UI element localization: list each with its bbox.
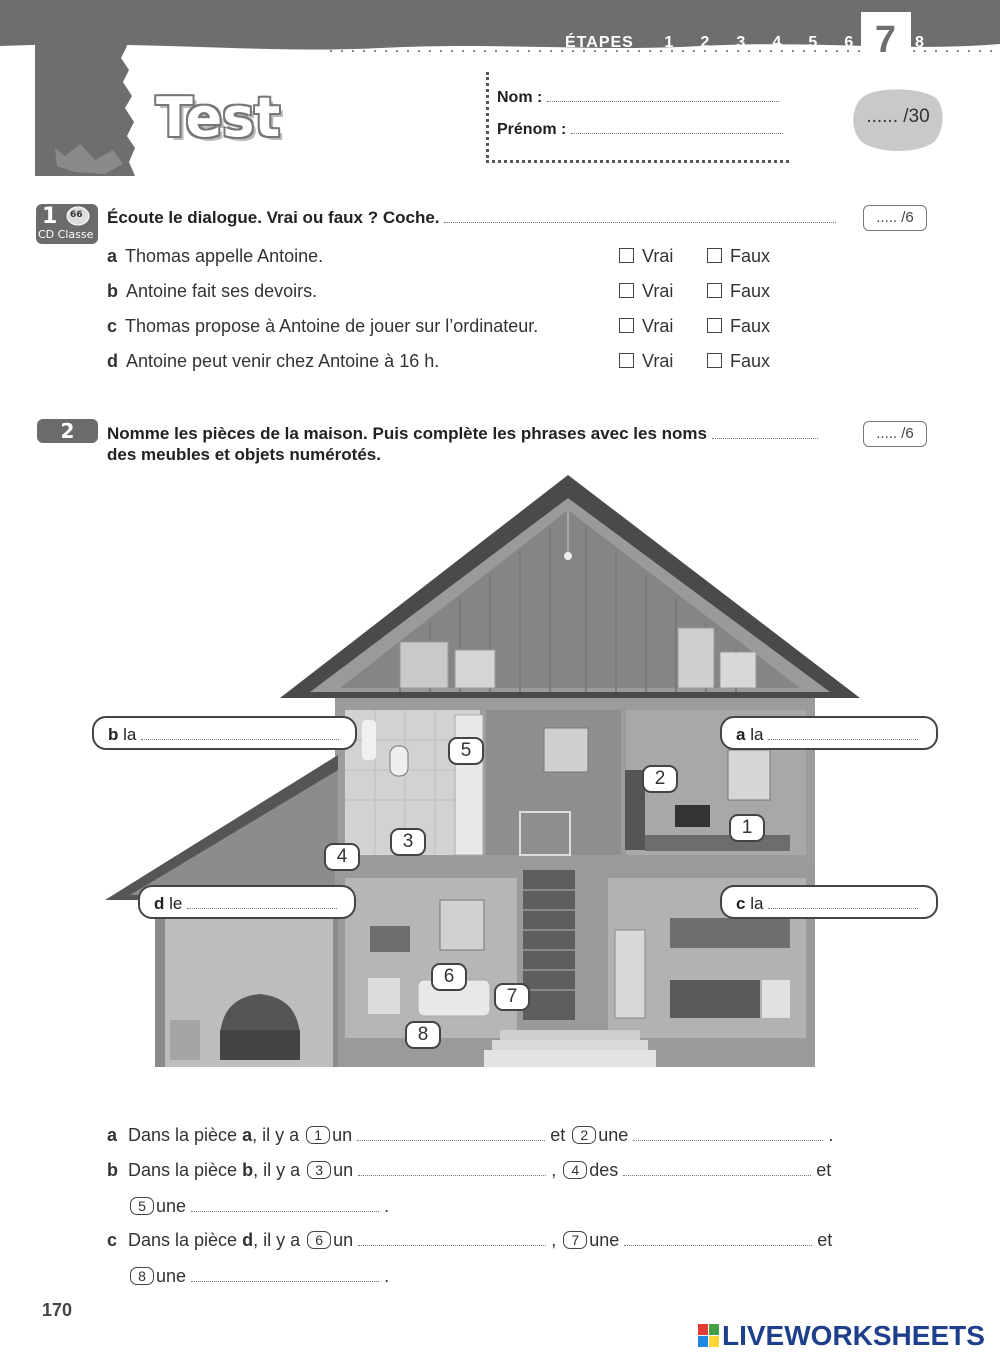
question-text: Thomas appelle Antoine. [125,246,324,266]
sentence-text: Dans la pièce [128,1125,238,1145]
cd-track: 66 [70,210,83,220]
vrai-label: Vrai [642,316,674,336]
room-letter: d [154,894,165,913]
conjunction: et [816,1160,832,1180]
name-label: Nom : [497,89,543,106]
current-step: 7 [861,12,911,70]
answer-input-6[interactable] [358,1245,546,1246]
punctuation: . [384,1196,390,1216]
article: une [589,1230,620,1250]
exercise-1-instruction-text: Écoute le dialogue. Vrai ou faux ? Coche. [107,208,440,227]
room-letter: b [108,725,119,744]
step-4: 4 [772,34,783,51]
sentence-b [107,1160,831,1181]
answer-input-4[interactable] [623,1175,811,1176]
question-letter: b [107,281,118,301]
sentence-c-cont [128,1266,389,1287]
exercise-1-badge [36,204,98,244]
vrai-label: Vrai [642,351,674,371]
question-row [107,281,317,302]
question-text: Thomas propose à Antoine de jouer sur l’ordinateur. [125,316,539,336]
sentence-letter: b [107,1160,118,1180]
faux-checkbox-d[interactable] [707,351,770,372]
punctuation: . [828,1125,834,1145]
step-2: 2 [700,34,711,51]
number-ref: 7 [563,1231,587,1249]
step-1: 1 [664,34,675,51]
firstname-input[interactable] [571,133,783,134]
exercise-2-badge: 2 [37,419,98,443]
punctuation: . [384,1266,390,1286]
answer-input-2[interactable] [633,1140,823,1141]
sentence-text: Dans la pièce [128,1160,238,1180]
steps-label: ÉTAPES [565,34,634,51]
answer-input-1[interactable] [357,1140,545,1141]
answer-input-5[interactable] [191,1211,379,1212]
step-5: 5 [808,34,819,51]
faux-checkbox-c[interactable] [707,316,770,337]
page-number: 170 [42,1300,73,1320]
number-6: 6 [431,963,467,991]
room-input-a[interactable] [768,739,918,740]
room-ref: d [242,1230,254,1250]
number-1: 1 [729,814,765,842]
question-row [107,246,323,267]
exercise-1-points: ..... /6 [863,205,927,231]
exercise-2-points: ..... /6 [863,421,927,447]
room-input-d[interactable] [187,908,337,909]
number-ref: 5 [130,1197,154,1215]
punctuation: , [551,1230,557,1250]
step-6: 6 [844,34,855,51]
answer-input-3[interactable] [358,1175,546,1176]
article: une [156,1196,187,1216]
room-ref: a [242,1125,253,1145]
punctuation: , [551,1160,557,1180]
faux-label: Faux [730,316,771,336]
number-ref: 1 [306,1126,330,1144]
sentence-letter: a [107,1125,118,1145]
room-article: la [750,894,764,913]
article: des [589,1160,619,1180]
name-box [486,72,789,163]
answer-input-7[interactable] [624,1245,812,1246]
number-ref: 4 [563,1161,587,1179]
title-decoration [35,36,140,176]
number-ref: 2 [572,1126,596,1144]
faux-label: Faux [730,281,771,301]
page-title: Test [156,86,281,149]
cd-label: CD Classe [38,228,94,241]
room-label-a[interactable] [720,716,938,750]
question-row [107,351,439,372]
number-5: 5 [448,737,484,765]
vrai-checkbox-a[interactable] [619,246,673,267]
number-ref: 8 [130,1267,154,1285]
number-ref: 6 [307,1231,331,1249]
number-3: 3 [390,828,426,856]
sentence-text: , il y a [253,1230,301,1250]
number-8: 8 [405,1021,441,1049]
total-score [852,88,944,152]
vrai-checkbox-d[interactable] [619,351,673,372]
room-article: le [169,894,183,913]
brand-name[interactable]: LIVEWORKSHEETS [722,1320,985,1351]
instruction-line-2: des meubles et objets numérotés. [107,445,381,464]
article: un [332,1125,353,1145]
vrai-label: Vrai [642,246,674,266]
number-7: 7 [494,983,530,1011]
steps-navigation [565,19,965,61]
question-text: Antoine fait ses devoirs. [126,281,318,301]
room-label-d[interactable] [138,885,356,919]
faux-label: Faux [730,246,771,266]
sentence-c [107,1230,832,1251]
total-score-text: ...... /30 [866,106,930,127]
sentence-b-cont [128,1196,389,1217]
firstname-label: Prénom : [497,121,567,138]
faux-checkbox-a[interactable] [707,246,770,267]
article: un [333,1230,354,1250]
step-8: 8 [915,34,925,51]
conjunction: et [550,1125,566,1145]
house-illustration [100,470,860,1070]
number-4: 4 [324,843,360,871]
question-row [107,316,538,337]
answer-input-8[interactable] [191,1281,379,1282]
faux-checkbox-b[interactable] [707,281,770,302]
exercise-2-instruction [107,423,818,465]
room-letter: a [736,725,746,744]
step-3: 3 [736,34,747,51]
question-text: Antoine peut venir chez Antoine à 16 h. [126,351,440,371]
instruction-leader [444,222,836,223]
question-letter: d [107,351,118,371]
sentence-text: Dans la pièce [128,1230,238,1250]
sentence-letter: c [107,1230,118,1250]
instruction-leader [712,438,818,439]
vrai-checkbox-c[interactable] [619,316,673,337]
room-label-b[interactable] [92,716,357,750]
article: un [333,1160,354,1180]
vrai-checkbox-b[interactable] [619,281,673,302]
room-article: la [123,725,137,744]
number-2: 2 [642,765,678,793]
room-article: la [750,725,764,744]
room-letter: c [736,894,746,913]
name-input[interactable] [547,101,779,102]
article: une [156,1266,187,1286]
number-ref: 3 [307,1161,331,1179]
room-label-c[interactable] [720,885,938,919]
exercise-1-number: 1 [42,204,58,229]
question-letter: c [107,316,118,336]
room-ref: b [242,1160,254,1180]
exercise-1-instruction [107,207,836,228]
room-input-b[interactable] [141,739,339,740]
article: une [598,1125,629,1145]
room-input-c[interactable] [768,908,918,909]
sentence-text: , il y a [252,1125,300,1145]
instruction-line-1: Nomme les pièces de la maison. Puis complète les phrases avec les noms [107,424,707,443]
question-letter: a [107,246,118,266]
sentence-a [107,1125,833,1146]
conjunction: et [817,1230,833,1250]
vrai-label: Vrai [642,281,674,301]
faux-label: Faux [730,351,771,371]
sentence-text: , il y a [253,1160,301,1180]
liveworksheets-logo-icon [698,1324,720,1348]
